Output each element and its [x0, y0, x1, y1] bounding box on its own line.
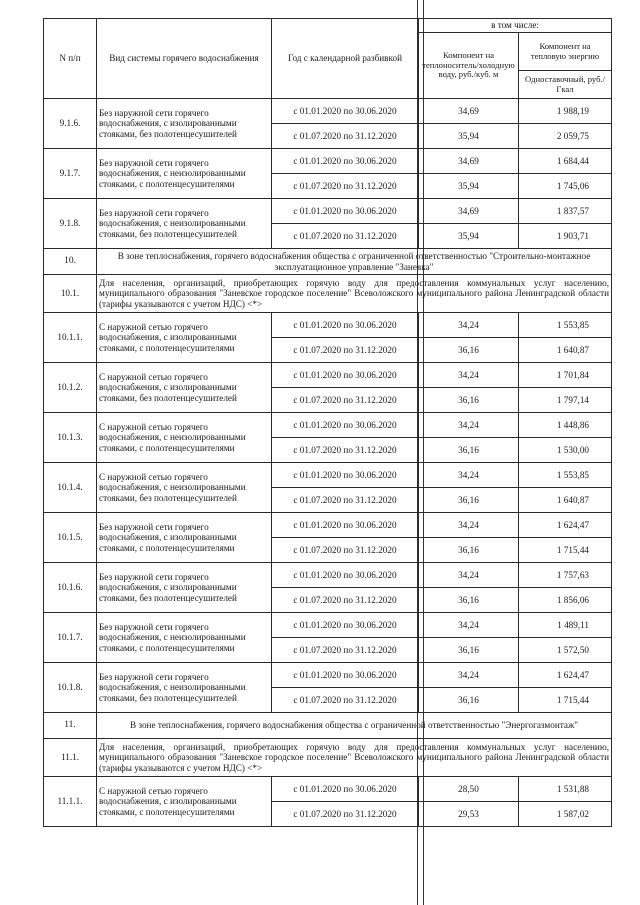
- energy-value: 2 059,75: [519, 124, 612, 149]
- row-number: 10.1.6.: [44, 563, 97, 613]
- period-first-half: с 01.01.2020 по 30.06.2020: [272, 613, 419, 638]
- energy-value: 1 715,44: [519, 688, 612, 713]
- zone-row: [44, 249, 612, 275]
- row-description: С наружной сетью горячего водоснабжения, с изолированными стояками, с полотенцесушителями: [97, 777, 272, 827]
- energy-value: 1 587,02: [519, 802, 612, 827]
- period-second-half: с 01.07.2020 по 31.12.2020: [272, 124, 419, 149]
- row-number: 9.1.7.: [44, 149, 97, 199]
- energy-value: 1 684,44: [519, 149, 612, 174]
- row-description: Без наружной сети горячего водоснабжения, с неизолированными стояками, с полотенцесушителями: [97, 613, 272, 663]
- row-description: Без наружной сети горячего водоснабжения, с неизолированными стояками, без полотенцесушителей: [97, 663, 272, 713]
- coolant-value: 36,16: [419, 388, 519, 413]
- coolant-value: 36,16: [419, 338, 519, 363]
- header-single-rate: Одноставочный, руб./Гкал: [519, 71, 612, 99]
- coolant-value: 36,16: [419, 488, 519, 513]
- tariff-body: [44, 99, 612, 827]
- coolant-value: 36,16: [419, 638, 519, 663]
- energy-value: 1 745,06: [519, 174, 612, 199]
- period-first-half: с 01.01.2020 по 30.06.2020: [272, 513, 419, 538]
- energy-value: 1 553,85: [519, 463, 612, 488]
- intro-number: 11.1.: [44, 739, 97, 777]
- period-first-half: с 01.01.2020 по 30.06.2020: [272, 363, 419, 388]
- table-row: [44, 663, 612, 688]
- energy-value: 1 640,87: [519, 338, 612, 363]
- table-row: [44, 99, 612, 124]
- coolant-value: 34,69: [419, 199, 519, 224]
- row-description: Без наружной сети горячего водоснабжения, с неизолированными стояками, с полотенцесушителями: [97, 149, 272, 199]
- energy-value: 1 903,71: [519, 224, 612, 249]
- period-second-half: с 01.07.2020 по 31.12.2020: [272, 688, 419, 713]
- energy-value: 1 530,00: [519, 438, 612, 463]
- period-second-half: с 01.07.2020 по 31.12.2020: [272, 438, 419, 463]
- header-num: N п/п: [44, 19, 97, 99]
- table-row: [44, 463, 612, 488]
- row-description: С наружной сетью горячего водоснабжения, с неизолированными стояками, без полотенцесушителей: [97, 463, 272, 513]
- coolant-value: 36,16: [419, 688, 519, 713]
- energy-value: 1 448,86: [519, 413, 612, 438]
- row-number: 9.1.6.: [44, 99, 97, 149]
- coolant-value: 34,24: [419, 663, 519, 688]
- energy-value: 1 624,47: [519, 513, 612, 538]
- table-row: [44, 413, 612, 438]
- energy-value: 1 489,11: [519, 613, 612, 638]
- energy-value: 1 572,50: [519, 638, 612, 663]
- intro-row: [44, 275, 612, 313]
- period-first-half: с 01.01.2020 по 30.06.2020: [272, 563, 419, 588]
- energy-value: 1 797,14: [519, 388, 612, 413]
- coolant-value: 34,24: [419, 613, 519, 638]
- coolant-value: 34,24: [419, 463, 519, 488]
- row-number: 10.1.2.: [44, 363, 97, 413]
- period-first-half: с 01.01.2020 по 30.06.2020: [272, 99, 419, 124]
- coolant-value: 28,50: [419, 777, 519, 802]
- period-first-half: с 01.01.2020 по 30.06.2020: [272, 463, 419, 488]
- table-row: [44, 613, 612, 638]
- row-description: Без наружной сети горячего водоснабжения, с неизолированными стояками, без полотенцесушителей: [97, 199, 272, 249]
- period-second-half: с 01.07.2020 по 31.12.2020: [272, 588, 419, 613]
- period-second-half: с 01.07.2020 по 31.12.2020: [272, 338, 419, 363]
- energy-value: 1 640,87: [519, 488, 612, 513]
- energy-value: 1 757,63: [519, 563, 612, 588]
- table-row: [44, 199, 612, 224]
- table-row: [44, 563, 612, 588]
- coolant-value: 34,24: [419, 313, 519, 338]
- energy-value: 1 701,84: [519, 363, 612, 388]
- coolant-value: 36,16: [419, 438, 519, 463]
- row-number: 10.1.3.: [44, 413, 97, 463]
- row-number: 10.1.5.: [44, 513, 97, 563]
- energy-value: 1 553,85: [519, 313, 612, 338]
- row-description: Без наружной сети горячего водоснабжения, с изолированными стояками, без полотенцесушителей: [97, 563, 272, 613]
- row-number: 10.1.8.: [44, 663, 97, 713]
- energy-value: 1 837,57: [519, 199, 612, 224]
- period-first-half: с 01.01.2020 по 30.06.2020: [272, 663, 419, 688]
- coolant-value: 34,69: [419, 149, 519, 174]
- row-description: Без наружной сети горячего водоснабжения, с изолированными стояками, без полотенцесушителей: [97, 99, 272, 149]
- header-coolant-component: Компонент на теплоноситель/холодную воду, руб./куб. м: [419, 33, 519, 99]
- energy-value: 1 624,47: [519, 663, 612, 688]
- period-second-half: с 01.07.2020 по 31.12.2020: [272, 388, 419, 413]
- energy-value: 1 715,44: [519, 538, 612, 563]
- coolant-value: 35,94: [419, 224, 519, 249]
- period-second-half: с 01.07.2020 по 31.12.2020: [272, 488, 419, 513]
- zone-title: В зоне теплоснабжения, горячего водоснабжения общества с ограниченной ответственностью "Строительно-монтажное эксплуатационное управление "Заневка": [97, 249, 612, 275]
- row-number: 10.1.7.: [44, 613, 97, 663]
- row-description: С наружной сетью горячего водоснабжения, с изолированными стояками, с полотенцесушителями: [97, 313, 272, 363]
- table-row: [44, 513, 612, 538]
- energy-value: 1 988,19: [519, 99, 612, 124]
- coolant-value: 35,94: [419, 124, 519, 149]
- coolant-value: 34,24: [419, 563, 519, 588]
- coolant-value: 34,24: [419, 413, 519, 438]
- intro-number: 10.1.: [44, 275, 97, 313]
- period-second-half: с 01.07.2020 по 31.12.2020: [272, 802, 419, 827]
- coolant-value: 36,16: [419, 538, 519, 563]
- energy-value: 1 856,06: [519, 588, 612, 613]
- coolant-value: 34,69: [419, 99, 519, 124]
- period-first-half: с 01.01.2020 по 30.06.2020: [272, 149, 419, 174]
- coolant-value: 35,94: [419, 174, 519, 199]
- header-system-type: Вид системы горячего водоснабжения: [97, 19, 272, 99]
- intro-row: [44, 739, 612, 777]
- intro-text: Для населения, организаций, приобретающих горячую воду для предоставления коммунальных услуг населению, муниципального образования "Заневское городское поселение" Всеволожского муниципального района Ленинградской области (тарифы указываются с учетом НДС) <*>: [97, 275, 612, 313]
- zone-number: 11.: [44, 713, 97, 739]
- row-description: Без наружной сети горячего водоснабжения, с изолированными стояками, с полотенцесушителями: [97, 513, 272, 563]
- coolant-value: 29,53: [419, 802, 519, 827]
- row-number: 9.1.8.: [44, 199, 97, 249]
- table-row: [44, 777, 612, 802]
- period-second-half: с 01.07.2020 по 31.12.2020: [272, 638, 419, 663]
- header-energy-component: Компонент на тепловую энергию: [519, 33, 612, 71]
- period-first-half: с 01.01.2020 по 30.06.2020: [272, 777, 419, 802]
- coolant-value: 34,24: [419, 513, 519, 538]
- zone-row: [44, 713, 612, 739]
- row-description: С наружной сетью горячего водоснабжения, с неизолированными стояками, с полотенцесушителями: [97, 413, 272, 463]
- period-first-half: с 01.01.2020 по 30.06.2020: [272, 313, 419, 338]
- header-including: в том числе:: [419, 19, 612, 33]
- tariff-table: [43, 18, 612, 827]
- row-number: 10.1.1.: [44, 313, 97, 363]
- table-row: [44, 313, 612, 338]
- period-second-half: с 01.07.2020 по 31.12.2020: [272, 538, 419, 563]
- table-row: [44, 363, 612, 388]
- row-number: 11.1.1.: [44, 777, 97, 827]
- coolant-value: 36,16: [419, 588, 519, 613]
- period-first-half: с 01.01.2020 по 30.06.2020: [272, 413, 419, 438]
- row-number: 10.1.4.: [44, 463, 97, 513]
- header-period: Год с календарной разбивкой: [272, 19, 419, 99]
- zone-title: В зоне теплоснабжения, горячего водоснабжения общества с ограниченной ответственностью "Энергогазмонтаж": [97, 713, 612, 739]
- period-second-half: с 01.07.2020 по 31.12.2020: [272, 174, 419, 199]
- intro-text: Для населения, организаций, приобретающих горячую воду для предоставления коммунальных услуг населению, муниципального образования "Заневское городское поселение" Всеволожского муниципального района Ленинградской области (тарифы указываются с учетом НДС) <*>: [97, 739, 612, 777]
- energy-value: 1 531,88: [519, 777, 612, 802]
- coolant-value: 34,24: [419, 363, 519, 388]
- row-description: С наружной сетью горячего водоснабжения, с изолированными стояками, без полотенцесушителей: [97, 363, 272, 413]
- period-second-half: с 01.07.2020 по 31.12.2020: [272, 224, 419, 249]
- period-first-half: с 01.01.2020 по 30.06.2020: [272, 199, 419, 224]
- zone-number: 10.: [44, 249, 97, 275]
- table-row: [44, 149, 612, 174]
